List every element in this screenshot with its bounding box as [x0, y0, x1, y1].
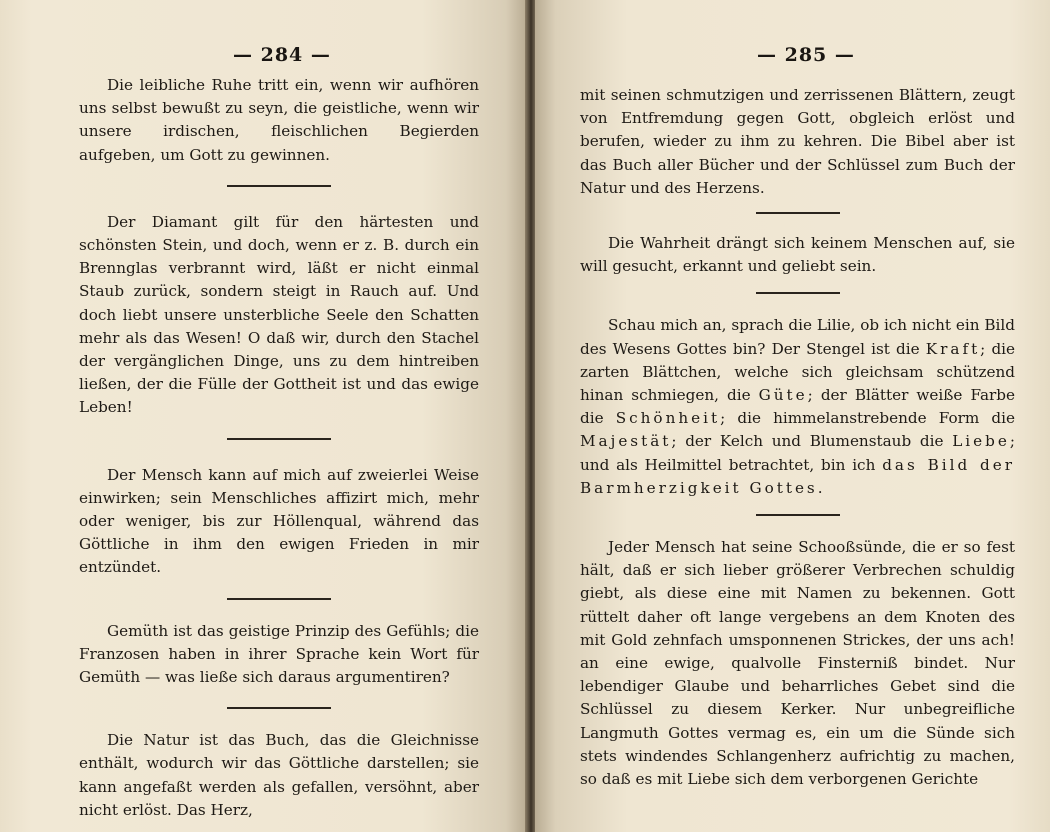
section-divider	[227, 185, 331, 187]
paragraph: Der Diamant gilt für den härtesten und schönsten Stein, und doch, wenn er z. B. durch ein Brennglas verbrannt wird, läßt er nicht einmal Staub zurück, sondern steigt in Rauch auf. Und doch liebt unsere unsterbliche Seele den Schatten mehr als das Wesen! O daß wir, durch den Stachel der vergänglichen Dinge, uns zu dem hintreiben ließen, der die Fülle der Gottheit ist und das ewige Leben!	[79, 212, 479, 417]
section-divider	[227, 438, 331, 440]
emphasis-word: Majestät	[580, 432, 672, 451]
page-number: — 285 —	[757, 44, 855, 66]
paragraph: Die Natur ist das Buch, das die Gleichnisse enthält, wodurch wir das Göttliche darstellen; sie kann angefaßt werden als gefallen, versöhnt, aber nicht erlöst. Das Herz,	[79, 731, 479, 819]
text-run: .	[817, 478, 823, 497]
section-divider	[756, 292, 840, 294]
section-divider	[227, 707, 331, 709]
page-number: — 284 —	[233, 44, 331, 66]
paragraph: Jeder Mensch hat seine Schooßsünde, die er so fest hält, daß er sich lieber größerer Verbrechen schuldig giebt, als diese eine mit Namen zu bekennen. Gott rüttelt daher oft lange vergebens an dem Knoten des mit Gold zehnfach umsponnenen Strickes, der uns ach! an eine ewige, qualvolle Finsterniß bindet. Nur lebendiger Glaube und beharrliches Gebet sind die Schlüssel zu diesem Kerker. Nur unbegreifliche Langmuth Gottes vermag es, ein um die Sünde sich stets windendes Schlangenherz aufrichtig zu machen, so daß es mit Liebe sich dem verborgenen Gerichte	[580, 538, 1015, 789]
right-page	[535, 0, 1050, 832]
text-run: ; der Kelch und Blumenstaub die	[671, 432, 953, 451]
section-divider	[756, 514, 840, 516]
section-divider	[227, 598, 331, 600]
paragraph: Die leibliche Ruhe tritt ein, wenn wir aufhören uns selbst bewußt zu seyn, die geistliche, wenn wir unsere irdischen, fleischlichen Begierden aufgeben, um Gott zu gewinnen.	[79, 76, 479, 164]
text-run: ; die himmelanstrebende Form die	[720, 409, 1015, 428]
page-body	[580, 84, 1015, 791]
paragraph: mit seinen schmutzigen und zerrissenen Blättern, zeugt von Entfremdung gegen Gott, obgleich erlöst und berufen, wieder zu ihm zu kehren. Die Bibel aber ist das Buch aller Bücher und der Schlüssel zum Buch der Natur und des Herzens.	[580, 86, 1015, 197]
text-run: Schau mich an, sprach die Lilie, ob ich nicht ein Bild des Wesens Gottes bin? Der Stengel ist die	[580, 316, 1015, 358]
text-run: ; die zarten Blättchen, welche sich gleichsam schützend hinan schmiegen, die	[580, 339, 1016, 405]
text-run: ; und als Heilmittel betrachtet, bin ich	[580, 432, 1015, 474]
text-run: ; der Blätter weiße Farbe die	[580, 386, 1015, 428]
emphasis-word: Schönheit	[615, 409, 721, 428]
emphasis-phrase: das Bild der Barmherzigkeit Gottes	[580, 455, 1015, 497]
emphasis-word: Liebe	[952, 432, 1010, 451]
paragraph: Gemüth ist das geistige Prinzip des Gefühls; die Franzosen haben in ihrer Sprache kein Wort für Gemüth — was ließe sich daraus argumentiren?	[79, 621, 479, 687]
section-divider	[756, 212, 840, 214]
emphasis-word: Güte	[758, 386, 808, 405]
emphasis-word: Kraft	[925, 339, 981, 358]
page-body	[79, 74, 479, 822]
paragraph: Die Wahrheit drängt sich keinem Menschen auf, sie will gesucht, erkannt und geliebt sein.	[580, 234, 1015, 276]
paragraph: Der Mensch kann auf mich auf zweierlei Weise einwirken; sein Menschliches affizirt mich, mehr oder weniger, bis zur Höllenqual, während das Göttliche in ihm den ewigen Frieden in mir entzündet.	[79, 465, 479, 577]
paragraph	[580, 314, 1015, 500]
